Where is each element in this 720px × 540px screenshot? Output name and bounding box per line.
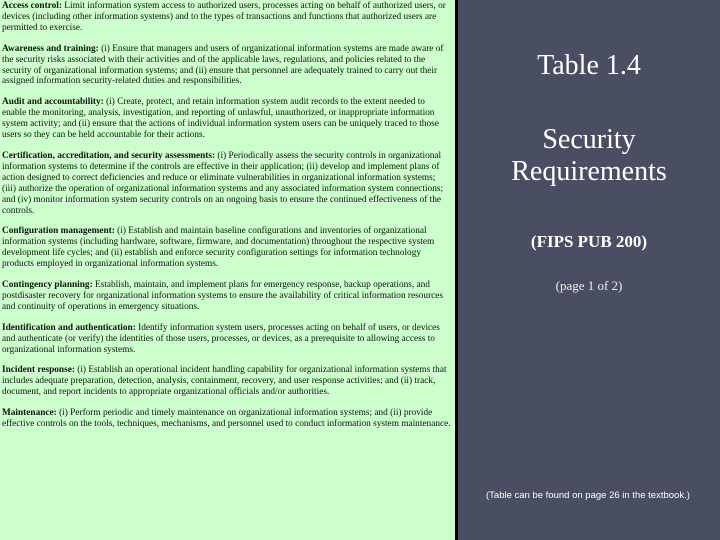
requirement-item: [2, 151, 451, 216]
requirement-description: (i) Establish and maintain baseline configurations and inventories of organizational information systems (including hardware, software, firmware, and documentation) throughout the respective system development life cycles; and (ii) establish and enforce security configuration settings for information technology products employed in organizational information systems.: [2, 226, 435, 270]
requirement-term: Awareness and training:: [2, 43, 99, 54]
page-indicator: (page 1 of 2): [555, 278, 623, 293]
requirement-term: Certification, accreditation, and security assessments:: [2, 150, 216, 161]
source-label: (FIPS PUB 200): [530, 232, 648, 251]
requirement-item: [2, 97, 451, 141]
requirement-item: [2, 44, 451, 88]
requirements-list: [2, 1, 451, 430]
slide-title: [458, 124, 720, 188]
requirement-item: [2, 226, 451, 270]
textbook-note: (Table can be found on page 26 in the textbook.): [486, 490, 690, 501]
requirement-term: Incident response:: [2, 365, 75, 376]
slide-title-line1: Security: [542, 124, 636, 155]
slide-title-line2: Requirements: [511, 156, 667, 187]
requirement-description: (i) Establish an operational incident handling capability for organizational information systems that includes adequate preparation, detection, analysis, containment, recovery, and user response activities; and (ii) track, document, and report incidents to appropriate organizational officials and/or authorities.: [2, 365, 447, 398]
requirement-item: [2, 280, 451, 313]
requirement-description: Establish, maintain, and implement plans for emergency response, backup operations, and postdisaster recovery for organizational information systems to ensure the availability of critical information resources and continuity of operations in emergency situations.: [2, 280, 444, 312]
requirement-item: [2, 408, 451, 430]
requirement-description: (i) Periodically assess the security controls in organizational information systems to determine if the controls are effective in their application; (ii) develop and implement plans of action designed to correct deficiencies and reduce or eliminate vulnerabilities in organizational information systems; (iii) authorize the operation of organizational information systems and any associated information system connections; and (iv) monitor information system security controls on an ongoing basis to ensure the continued effectiveness of the controls.: [2, 150, 444, 216]
table-number: Table 1.4: [537, 50, 641, 81]
title-panel: [458, 0, 720, 540]
requirement-term: Contingency planning:: [2, 280, 93, 291]
requirement-description: Limit information system access to authorized users, processes acting on behalf of authorized users, or devices (including other information systems) and to the types of transactions and functions that authorized users are permitted to exercise.: [2, 1, 446, 33]
requirement-item: [2, 365, 451, 398]
requirement-description: Identify information system users, processes acting on behalf of users, or devices and authenticate (or verify) the identities of those users, processes, or devices, as a prerequisite to allowing access to organizational information systems.: [2, 322, 440, 355]
requirement-term: Access control:: [2, 1, 62, 11]
requirement-term: Maintenance:: [2, 408, 57, 419]
requirement-description: (i) Ensure that managers and users of organizational information systems are made aware of the security risks associated with their activities and of the applicable laws, regulations, and policies related to the security of organizational information systems; and (ii) ensure that personnel are adequately trained to carry out their assigned information security-related duties and responsibilities.: [2, 43, 444, 87]
requirement-description: (i) Perform periodic and timely maintenance on organizational information systems; and (ii) provide effective controls on the tools, techniques, mechanisms, and personnel used to conduct information system maintenance.: [2, 408, 451, 430]
requirement-term: Identification and authentication:: [2, 322, 136, 333]
requirement-item: [2, 323, 451, 356]
requirement-item: [2, 1, 451, 34]
requirement-term: Configuration management:: [2, 226, 115, 237]
requirement-description: (i) Create, protect, and retain information system audit records to the extent needed to enable the monitoring, analysis, investigation, and reporting of unlawful, unauthorized, or inappropriate information system activity; and (ii) ensure that the actions of individual information system users can be uniquely traced to those users so they can be held accountable for their actions.: [2, 97, 439, 141]
requirement-term: Audit and accountability:: [2, 97, 104, 108]
